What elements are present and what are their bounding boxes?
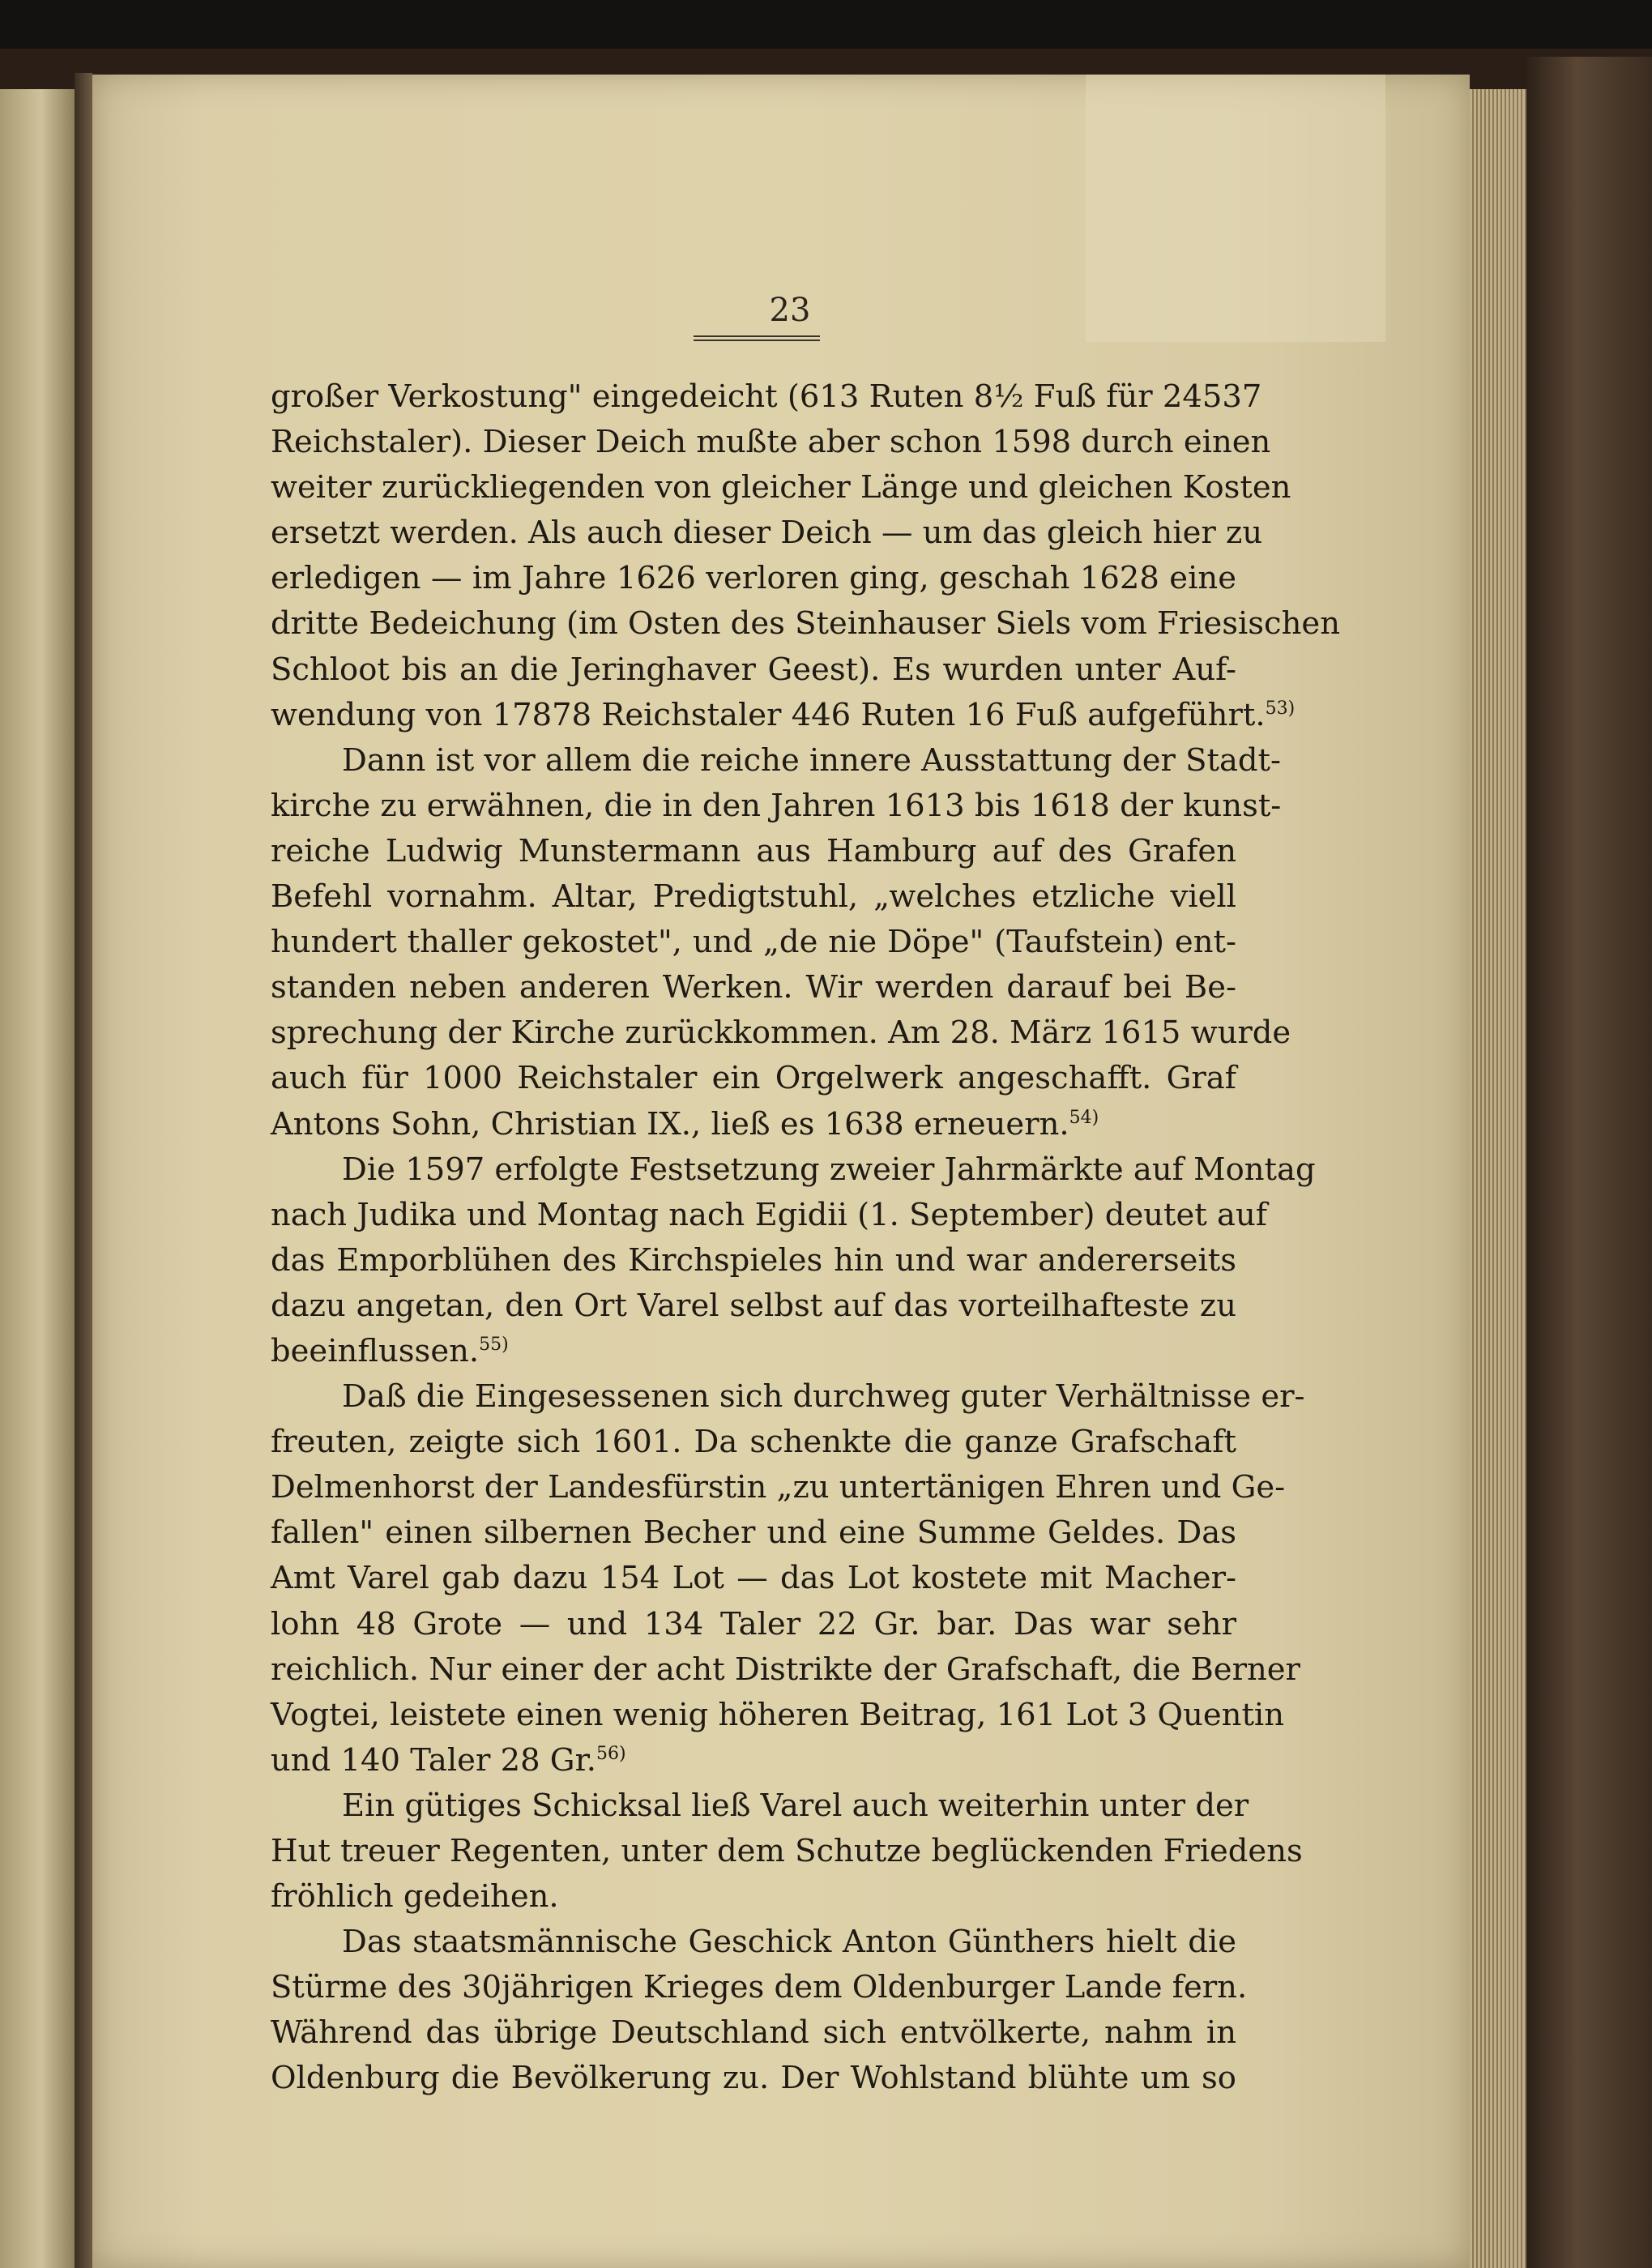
footnote-marker: 56) [595, 1743, 626, 1764]
text-line-content: Vogtei, leistete einen wenig höheren Beitrag, 161 Lot 3 Quentin [271, 1696, 1285, 1733]
text-line-content: Oldenburg die Bevölkerung zu. Der Wohlstand blühte um so [271, 2060, 1236, 2097]
text-line-content: Ein gütiges Schicksal ließ Varel auch weiterhin unter der [342, 1787, 1249, 1824]
left-page-edge [0, 89, 75, 2268]
text-line [271, 556, 1236, 601]
text-line [271, 1147, 1316, 1193]
text-line [271, 1102, 1236, 1147]
text-line-content: großer Verkostung" eingedeicht (613 Ruten 8½ Fuß für 24537 [271, 378, 1262, 415]
text-line-content: Delmenhorst der Landesfürstin „zu untertänigen Ehren und Ge- [271, 1469, 1286, 1506]
text-line [271, 1965, 1248, 2010]
text-line [271, 738, 1282, 784]
text-line [271, 1874, 1236, 1920]
text-line-content: fallen" einen silbernen Becher und eine Summe Geldes. Das [271, 1514, 1236, 1552]
text-line [271, 1238, 1236, 1283]
text-line-content: freuten, zeigte sich 1601. Da schenkte die ganze Grafschaft [271, 1424, 1236, 1461]
text-line-content: ersetzt werden. Als auch dieser Deich — um das gleich hier zu [271, 515, 1263, 552]
text-line-content: Befehl vornahm. Altar, Predigtstuhl, „welches etzliche viell [271, 878, 1236, 916]
text-line-content: Dann ist vor allem die reiche innere Ausstattung der Stadt- [342, 741, 1282, 779]
text-line-content: sprechung der Kirche zurückkommen. Am 28. März 1615 wurde [271, 1014, 1291, 1052]
text-line [271, 1420, 1236, 1465]
footnote-marker: 53) [1265, 698, 1296, 719]
text-line-content: weiter zurückliegenden von gleicher Länge und gleichen Kosten [271, 469, 1291, 506]
text-line [271, 1829, 1303, 1874]
text-line-content: dazu angetan, den Ort Varel selbst auf das vorteilhafteste zu [271, 1287, 1236, 1324]
text-line [271, 1329, 1236, 1374]
text-line-content: das Emporblühen des Kirchspieles hin und war andererseits [271, 1241, 1236, 1279]
text-line-content: reiche Ludwig Munstermann aus Hamburg auf des Grafen [271, 832, 1236, 869]
body-text [271, 374, 1340, 2102]
text-line-content: Amt Varel gab dazu 154 Lot — das Lot kostete mit Macher- [271, 1560, 1236, 1597]
text-line-content: fröhlich gedeihen. [271, 1878, 559, 1916]
text-line [271, 784, 1282, 829]
text-line-content: Das staatsmännische Geschick Anton Günthers hielt die [342, 1924, 1236, 1961]
footnote-marker: 54) [1069, 1107, 1099, 1128]
text-line [271, 374, 1262, 420]
text-line [271, 965, 1236, 1010]
page-number-rule [694, 335, 820, 341]
text-line [271, 1283, 1236, 1329]
text-line-content: Schloot bis an die Jeringhaver Geest). Es wurden unter Auf- [271, 651, 1236, 688]
book-spine [1526, 57, 1652, 2268]
text-line [271, 420, 1271, 465]
text-line [271, 1647, 1300, 1693]
text-line-content: reichlich. Nur einer der acht Distrikte der Grafschaft, die Berner [271, 1651, 1300, 1688]
text-line [271, 920, 1236, 965]
text-line [271, 1010, 1291, 1056]
text-line-content: Stürme des 30jährigen Krieges dem Oldenburger Lande fern. [271, 1969, 1248, 2006]
text-line-content: beeinflussen. [271, 1332, 480, 1369]
text-line-content: lohn 48 Grote — und 134 Taler 22 Gr. bar. Das war sehr [271, 1605, 1236, 1642]
footnote-marker: 55) [479, 1335, 509, 1356]
text-line [271, 2056, 1236, 2101]
text-line [271, 874, 1236, 920]
text-line-content: Hut treuer Regenten, unter dem Schutze beglückenden Friedens [271, 1833, 1303, 1869]
text-line-content: erledigen — im Jahre 1626 verloren ging, geschah 1628 eine [271, 560, 1236, 597]
text-line-content: Daß die Eingesessenen sich durchweg guter Verhältnisse er- [342, 1378, 1305, 1416]
text-line-content: Die 1597 erfolgte Festsetzung zweier Jahrmärkte auf Montag [342, 1151, 1316, 1188]
text-line [271, 510, 1263, 556]
text-line [271, 465, 1291, 510]
text-line [271, 1465, 1286, 1510]
text-line-content: dritte Bedeichung (im Osten des Steinhauser Siels vom Friesischen [271, 605, 1340, 643]
text-line-content: hundert thaller gekostet", und „de nie Döpe" (Taufstein) ent- [271, 924, 1236, 961]
text-line-content: Antons Sohn, Christian IX., ließ es 1638 erneuern. [271, 1105, 1069, 1143]
text-line-content: Während das übrige Deutschland sich entvölkerte, nahm in [271, 2014, 1236, 2052]
text-line [271, 1556, 1236, 1601]
text-line-content: und 140 Taler 28 Gr. [271, 1741, 596, 1779]
text-line-content: kirche zu erwähnen, die in den Jahren 1613 bis 1618 der kunst- [271, 787, 1282, 824]
text-line-content: wendung von 17878 Reichstaler 446 Ruten 16 Fuß aufgeführt. [271, 696, 1266, 733]
text-line [271, 601, 1340, 647]
text-line [271, 693, 1296, 738]
text-line [271, 1374, 1305, 1420]
text-line-content: Reichstaler). Dieser Deich mußte aber schon 1598 durch einen [271, 424, 1271, 461]
text-line-content: standen neben anderen Werken. Wir werden darauf bei Be- [271, 969, 1236, 1006]
text-line [271, 829, 1236, 874]
tape-patch [1086, 75, 1385, 342]
text-line [271, 647, 1236, 693]
text-line [271, 1510, 1236, 1556]
text-line [271, 1056, 1236, 1101]
text-line-content: auch für 1000 Reichstaler ein Orgelwerk angeschafft. Graf [271, 1060, 1236, 1097]
text-line [271, 1783, 1249, 1829]
text-line [271, 1602, 1236, 1647]
text-line [271, 2010, 1236, 2056]
book-gutter [75, 73, 92, 2268]
page-stack-edges [1470, 89, 1526, 2268]
text-line [271, 1693, 1285, 1738]
text-line [271, 1738, 1236, 1783]
text-line [271, 1920, 1236, 1965]
page-number: 23 [769, 292, 811, 329]
text-line-content: nach Judika und Montag nach Egidii (1. September) deutet auf [271, 1196, 1267, 1233]
text-line [271, 1193, 1267, 1238]
